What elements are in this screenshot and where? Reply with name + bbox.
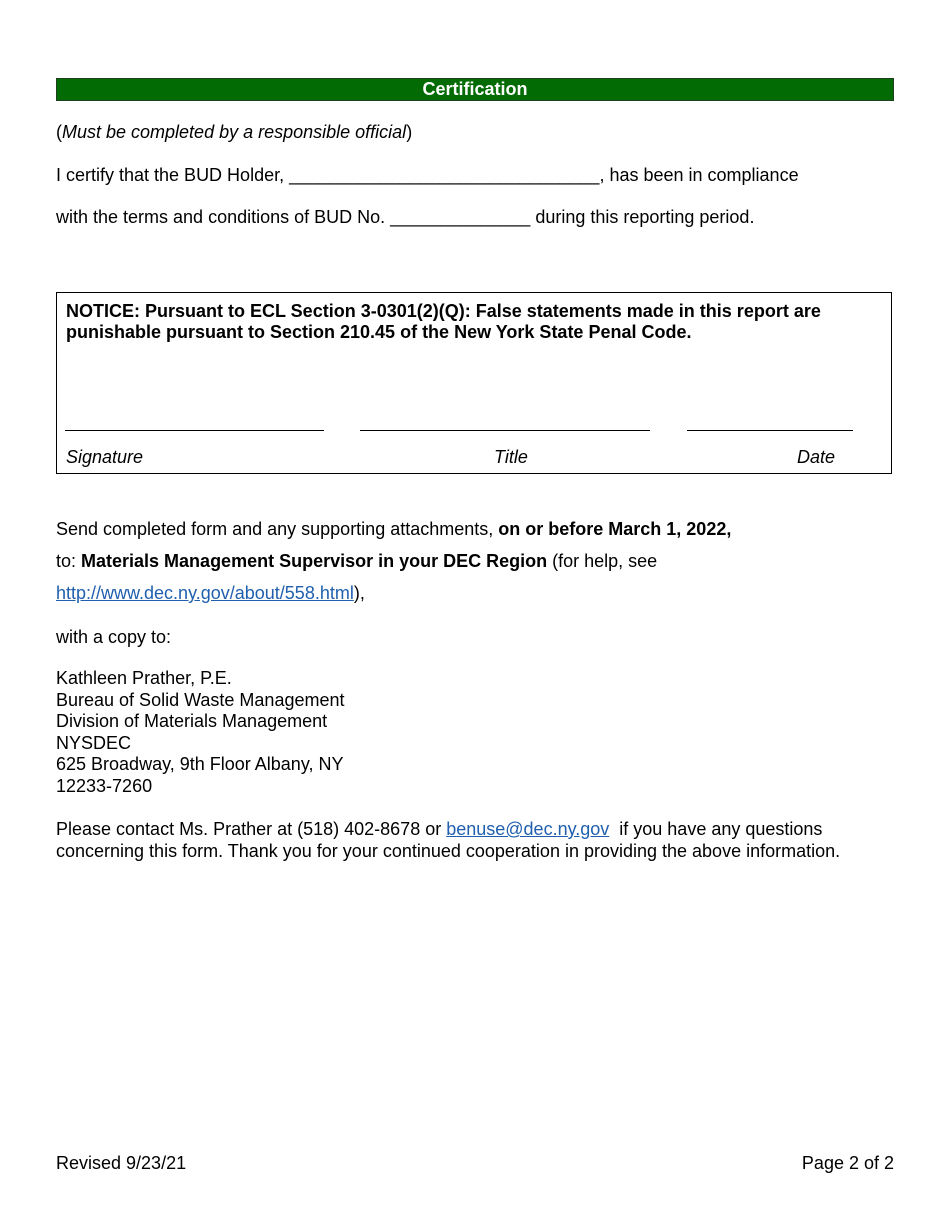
contact-paragraph (56, 818, 840, 862)
certify-line-2-prefix: with the terms and conditions of BUD No. (56, 207, 391, 227)
certify-line-1-prefix: I certify that the BUD Holder, (56, 165, 290, 185)
certify-line-1 (56, 165, 799, 186)
contact-line-1 (56, 818, 840, 840)
url-suffix: ), (353, 583, 365, 603)
submission-recipient: Materials Management Supervisor in your DEC Region (81, 551, 548, 571)
copy-to-label: with a copy to: (56, 627, 172, 647)
address-street: 625 Broadway, 9th Floor Albany, NY (56, 754, 344, 774)
submission-to: to: (56, 551, 82, 571)
date-line[interactable] (687, 430, 853, 431)
submission-line-1 (56, 519, 731, 540)
open-paren: ( (56, 122, 62, 142)
bud-number-field[interactable]: ______________ (390, 207, 531, 227)
address-name: Kathleen Prather, P.E. (56, 668, 232, 688)
contact-line-2: concerning this form. Thank you for your continued cooperation in providing the above information. (56, 841, 841, 861)
certify-line-2-suffix: during this reporting period. (530, 207, 755, 227)
revised-date: Revised 9/23/21 (56, 1153, 187, 1173)
bud-holder-field[interactable]: _______________________________ (289, 165, 600, 185)
close-paren: ) (406, 122, 413, 142)
address-agency: NYSDEC (56, 732, 132, 753)
signature-label: Signature (66, 447, 144, 467)
instruction-text: Must be completed by a responsible official (62, 122, 407, 142)
address-division: Division of Materials Management (56, 711, 328, 731)
contact-prefix: Please contact Ms. Prather at (518) 402-8678 or (56, 819, 447, 839)
submission-help: (for help, see (547, 551, 658, 571)
certification-instruction (56, 122, 412, 143)
address-zip: 12233-7260 (56, 775, 153, 796)
signature-line[interactable] (65, 430, 324, 431)
submission-line-2 (56, 551, 657, 572)
certify-line-2 (56, 207, 754, 228)
address-block (56, 668, 345, 797)
address-bureau: Bureau of Solid Waste Management (56, 689, 345, 710)
title-line[interactable] (360, 430, 650, 431)
title-label: Title (494, 447, 528, 467)
contact-suffix: if you have any questions (609, 819, 823, 839)
certification-header: Certification (56, 78, 894, 101)
submission-line-3 (56, 583, 365, 604)
date-label: Date (797, 447, 836, 467)
contact-email-link[interactable]: benuse@dec.ny.gov (446, 819, 610, 839)
submission-text: Send completed form and any supporting attachments, (56, 519, 499, 539)
submission-deadline: on or before March 1, 2022, (498, 519, 732, 539)
page-number: Page 2 of 2 (801, 1153, 894, 1173)
notice-text: NOTICE: Pursuant to ECL Section 3-0301(2)(Q): False statements made in this report are punishable pursuant to Section 210.45 of the New York State Penal Code. (66, 301, 821, 342)
certify-line-1-suffix: , has been in compliance (599, 165, 799, 185)
notice-box (56, 292, 892, 474)
dec-region-link[interactable]: http://www.dec.ny.gov/about/558.html (56, 583, 354, 603)
